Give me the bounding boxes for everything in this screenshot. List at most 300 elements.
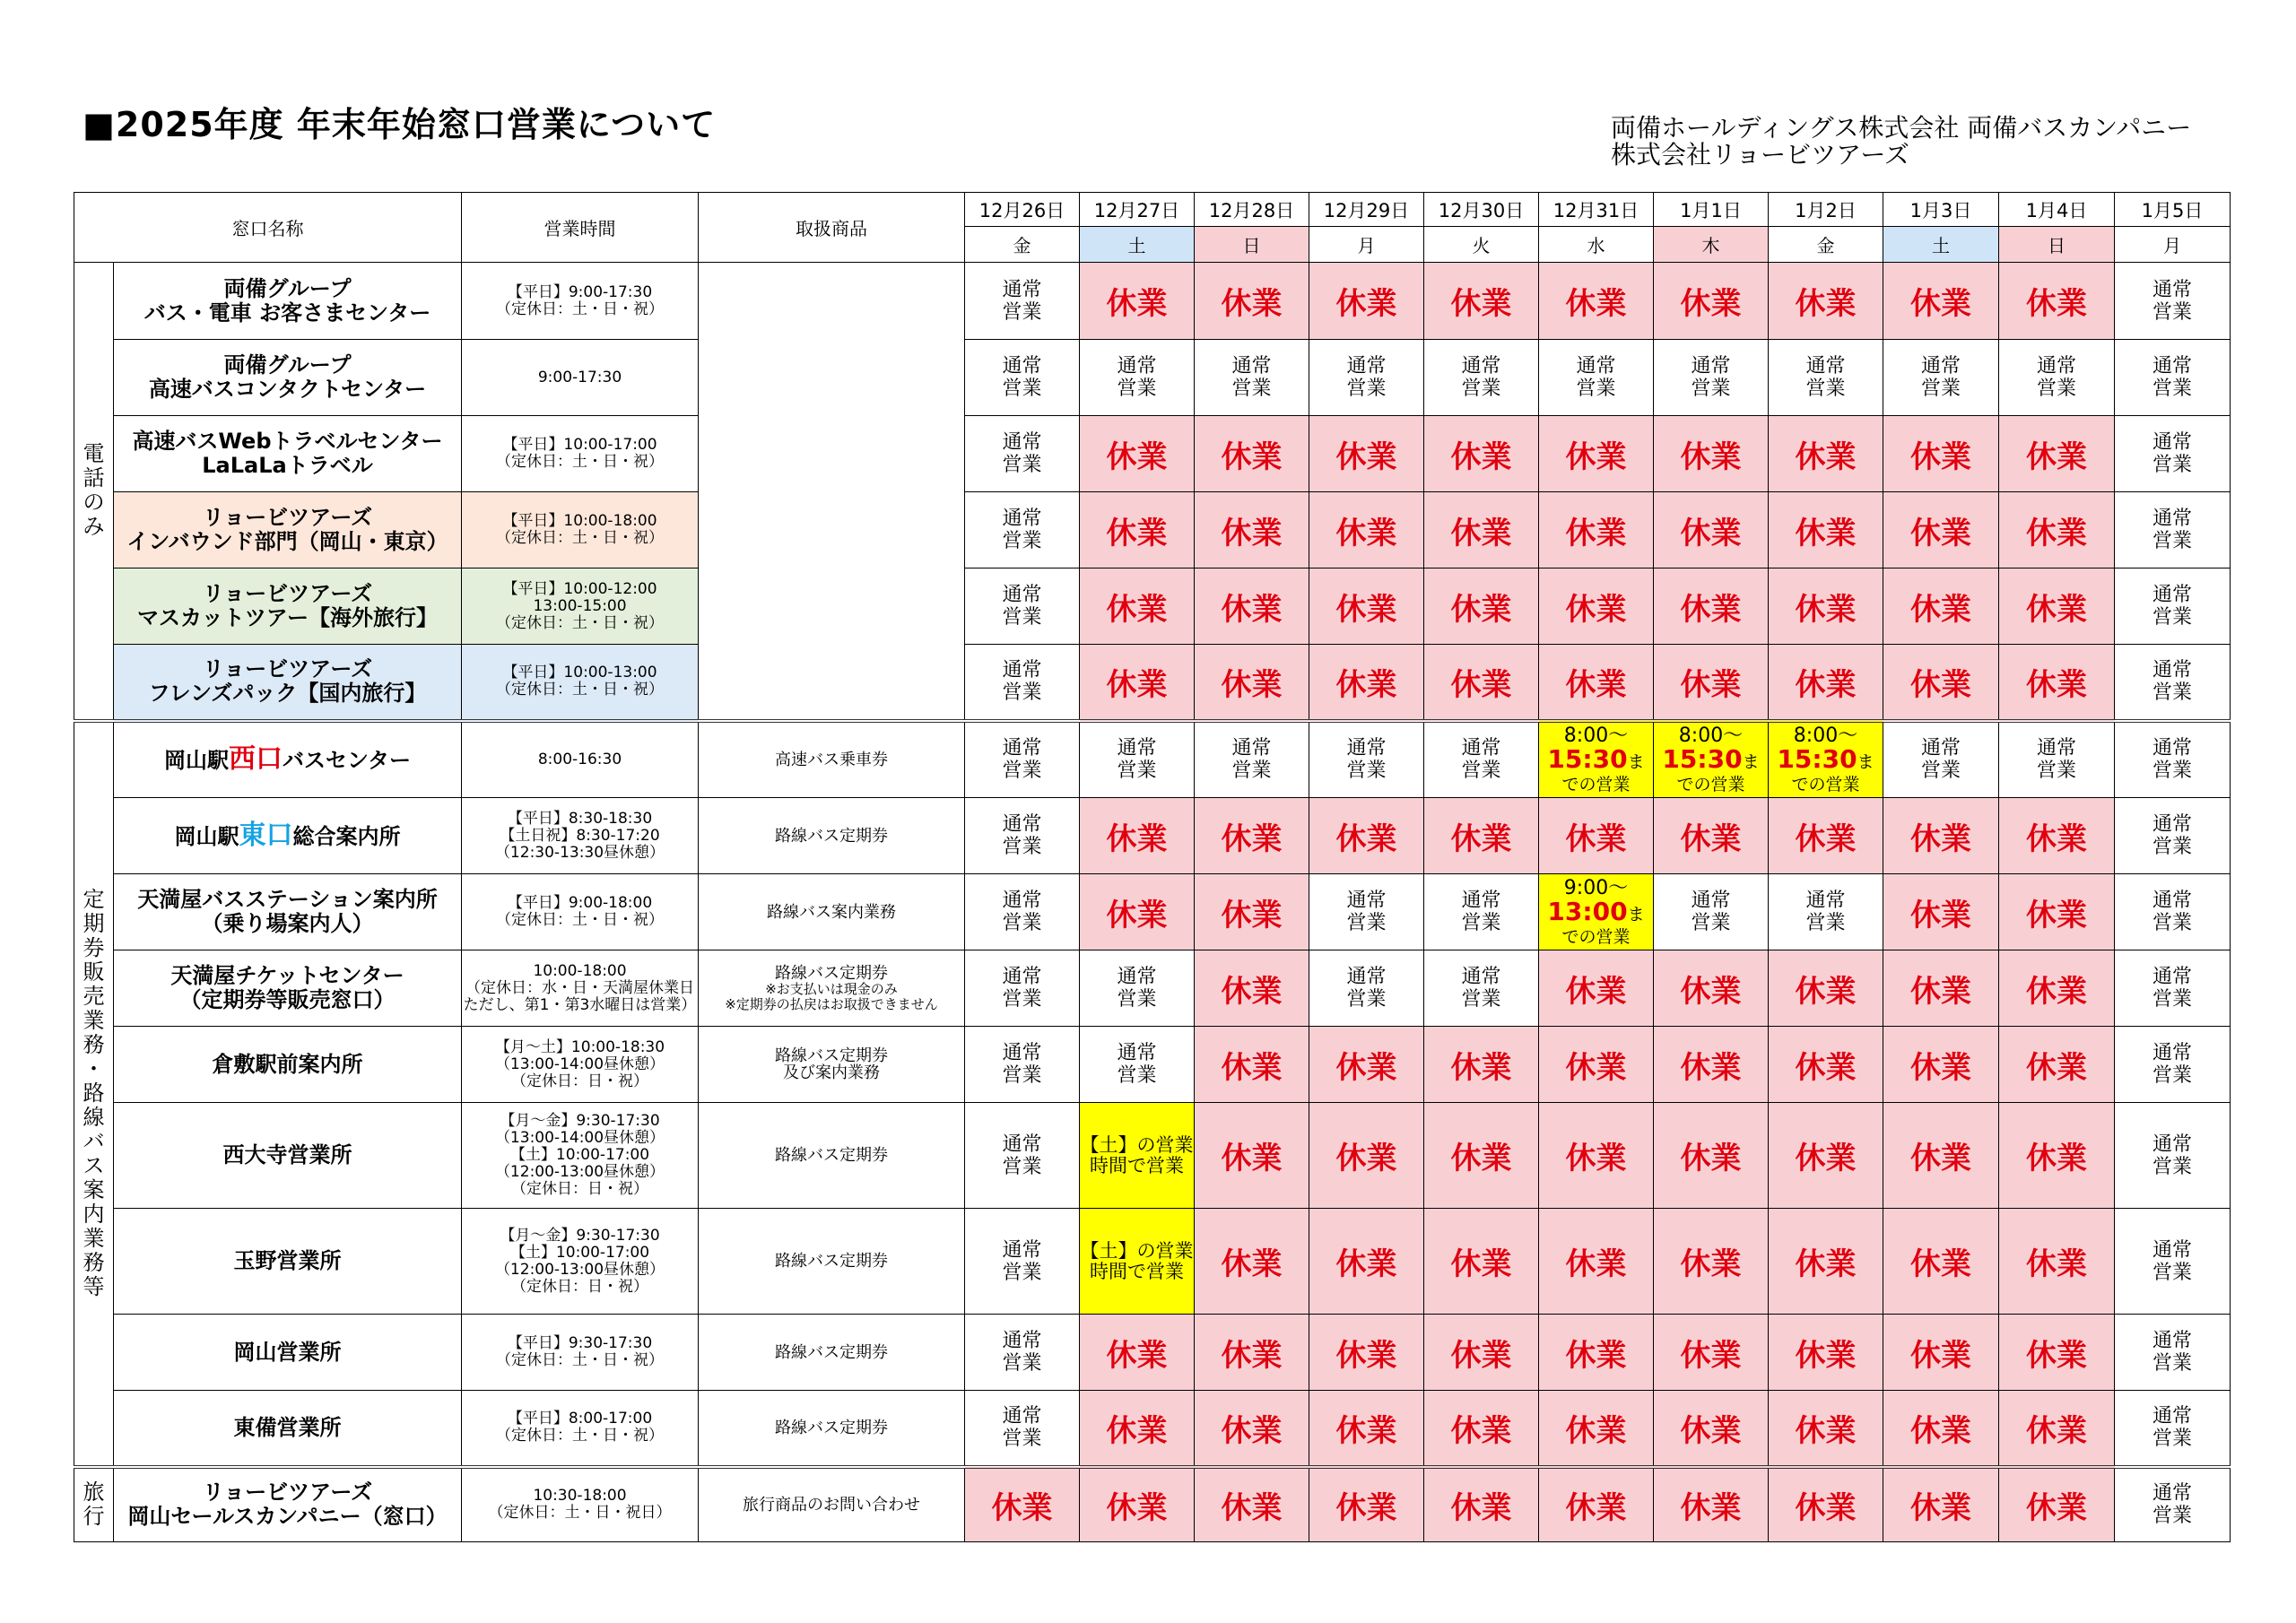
open-cell bbox=[965, 874, 1080, 950]
closed-cell: 休業 bbox=[1999, 568, 2115, 645]
open-cell bbox=[1195, 340, 1309, 416]
text-line: 路線バス案内業務 bbox=[767, 902, 896, 922]
business-hours bbox=[462, 568, 699, 645]
text-line: 話 bbox=[83, 465, 105, 491]
text-line: 8:00～ bbox=[1678, 724, 1744, 747]
table-row bbox=[74, 721, 2231, 798]
text-line: 営業 bbox=[2152, 530, 2192, 552]
closed-cell: 休業 bbox=[1309, 1315, 1424, 1391]
business-hours bbox=[462, 721, 699, 798]
text-line: 通常 bbox=[1002, 355, 1042, 378]
closed-cell: 休業 bbox=[1080, 798, 1195, 874]
open-cell bbox=[1309, 340, 1424, 416]
text-line: 倉敷駅前案内所 bbox=[212, 1051, 363, 1077]
closed-cell: 休業 bbox=[1769, 1027, 1883, 1103]
text-line: 通常 bbox=[1002, 431, 1042, 454]
closed-cell: 休業 bbox=[1080, 645, 1195, 721]
text-line: 営業 bbox=[1461, 988, 1501, 1011]
table-row bbox=[74, 1103, 2231, 1209]
closed-cell: 休業 bbox=[1999, 263, 2115, 340]
text-line: 通常 bbox=[1117, 737, 1157, 760]
office-name bbox=[114, 1103, 462, 1209]
saturday-hours-cell bbox=[1080, 1209, 1195, 1315]
text-line: 通常 bbox=[1691, 355, 1731, 378]
text-line: 両備グループ bbox=[223, 275, 352, 301]
closed-cell: 休業 bbox=[1999, 874, 2115, 950]
text-line: 【月～金】9:30-17:30 bbox=[500, 1112, 660, 1130]
closed-cell: 休業 bbox=[1195, 645, 1309, 721]
text-line: 営業 bbox=[1002, 1352, 1042, 1375]
closed-cell: 休業 bbox=[1309, 1391, 1424, 1467]
office-name bbox=[114, 645, 462, 721]
text-line: 岡山セールスカンパニー（窓口） bbox=[127, 1504, 448, 1530]
text-line: （定休日：日・祝） bbox=[511, 1180, 648, 1198]
text-line: （12:00-13:00昼休憩） bbox=[494, 1260, 665, 1279]
text-part: 総合案内所 bbox=[292, 823, 401, 849]
text-part: 岡山駅 bbox=[174, 823, 239, 849]
text-part: バスセンター bbox=[282, 747, 412, 773]
text-line: 営業 bbox=[1346, 378, 1387, 400]
text-line: リョービツアーズ bbox=[202, 581, 373, 606]
text-line: 通常 bbox=[2152, 737, 2192, 760]
text-line: 通常 bbox=[2152, 1405, 2192, 1428]
text-line: 路線バス定期券 bbox=[775, 963, 888, 983]
text-line: 営業 bbox=[1002, 378, 1042, 400]
text-line: 東備営業所 bbox=[233, 1414, 342, 1440]
open-cell bbox=[965, 798, 1080, 874]
closed-cell: 休業 bbox=[1195, 1467, 1309, 1542]
business-hours bbox=[462, 340, 699, 416]
closed-cell: 休業 bbox=[1883, 798, 1999, 874]
text-line: 通常 bbox=[1117, 355, 1157, 378]
open-cell bbox=[965, 950, 1080, 1027]
closed-cell: 休業 bbox=[1883, 950, 1999, 1027]
text-line: リョービツアーズ bbox=[202, 656, 373, 682]
closed-cell: 休業 bbox=[1654, 1315, 1769, 1391]
text-line: 13:00 bbox=[1547, 896, 1628, 926]
closed-cell: 休業 bbox=[1769, 798, 1883, 874]
text-line: 両備グループ bbox=[223, 352, 352, 378]
closed-cell: 休業 bbox=[1195, 874, 1309, 950]
products bbox=[699, 950, 965, 1027]
business-hours bbox=[462, 874, 699, 950]
text-line: （13:00-14:00昼休憩） bbox=[494, 1055, 665, 1073]
closed-cell: 休業 bbox=[1769, 492, 1883, 568]
products bbox=[699, 1027, 965, 1103]
closed-cell: 休業 bbox=[1309, 263, 1424, 340]
section-label bbox=[74, 263, 114, 721]
text-line: 内 bbox=[83, 1202, 105, 1227]
text-line: 通常 bbox=[1691, 890, 1731, 912]
text-line: 通常 bbox=[2152, 966, 2192, 988]
text-line: 営業 bbox=[1461, 912, 1501, 934]
open-cell bbox=[2115, 492, 2231, 568]
business-hours bbox=[462, 1391, 699, 1467]
closed-cell: 休業 bbox=[1424, 492, 1539, 568]
text-line: 通常 bbox=[1002, 1133, 1042, 1156]
text-line: 旅 bbox=[83, 1480, 105, 1506]
weekday-header: 日 bbox=[1195, 227, 1309, 263]
text-line: 営業 bbox=[1002, 1261, 1042, 1284]
text-line: 通常 bbox=[1346, 737, 1387, 760]
text-line: 営業 bbox=[2152, 378, 2192, 400]
text-line: 通常 bbox=[2152, 584, 2192, 606]
text-line: 電 bbox=[83, 441, 105, 467]
office-name bbox=[114, 1391, 462, 1467]
text-line: 通常 bbox=[1002, 1330, 1042, 1352]
text-line: 営業 bbox=[1805, 378, 1846, 400]
text-line: インバウンド部門（岡山・東京） bbox=[126, 529, 448, 554]
closed-cell: 休業 bbox=[1883, 1467, 1999, 1542]
text-line: 期 bbox=[83, 911, 105, 936]
text-line: フレンズパック【国内旅行】 bbox=[148, 681, 427, 707]
text-line: 通常 bbox=[1346, 355, 1387, 378]
text-line: 高速バスWebトラベルセンター bbox=[132, 429, 443, 454]
text-line: 通常 bbox=[2152, 813, 2192, 836]
text-line: 営業 bbox=[2152, 1261, 2192, 1284]
open-cell bbox=[1769, 874, 1883, 950]
open-cell bbox=[1424, 874, 1539, 950]
products bbox=[699, 874, 965, 950]
text-line: 営業時間 bbox=[1090, 1133, 1194, 1176]
text-line: 通常 bbox=[2152, 890, 2192, 912]
station-exit-label: 西口 bbox=[228, 742, 283, 775]
closed-cell: 休業 bbox=[1654, 1027, 1769, 1103]
text-line: 9:00～ bbox=[1563, 876, 1629, 899]
business-hours bbox=[462, 492, 699, 568]
shortened-hours-cell bbox=[1539, 721, 1654, 798]
weekday-header: 水 bbox=[1539, 227, 1654, 263]
open-cell bbox=[1309, 950, 1424, 1027]
text-line: 10:30-18:00 bbox=[533, 1487, 627, 1506]
closed-cell: 休業 bbox=[1309, 1027, 1424, 1103]
text-line: 営業 bbox=[1691, 378, 1731, 400]
text-line: 8:00～ bbox=[1793, 724, 1858, 747]
closed-cell: 休業 bbox=[1654, 1467, 1769, 1542]
closed-cell: 休業 bbox=[1309, 1467, 1424, 1542]
closed-cell: 休業 bbox=[1080, 1391, 1195, 1467]
text-line: で営業 bbox=[1127, 1154, 1184, 1176]
text-line: 通常 bbox=[1920, 355, 1961, 378]
products bbox=[699, 1467, 965, 1542]
header-name: 窓口名称 bbox=[74, 193, 462, 263]
text-line: （定休日：土・日・祝） bbox=[496, 1351, 664, 1369]
closed-cell: 休業 bbox=[1769, 645, 1883, 721]
closed-cell: 休業 bbox=[1539, 263, 1654, 340]
open-cell bbox=[2115, 416, 2231, 492]
closed-cell: 休業 bbox=[1309, 1103, 1424, 1209]
closed-cell: 休業 bbox=[1539, 1467, 1654, 1542]
open-cell bbox=[965, 416, 1080, 492]
company-line: 両備ホールディングス株式会社 両備バスカンパニー bbox=[1611, 113, 2192, 143]
text-line: 営業 bbox=[1231, 378, 1272, 400]
text-line: 通常 bbox=[2152, 1042, 2192, 1064]
open-cell bbox=[2115, 1103, 2231, 1209]
text-line: 通常 bbox=[1576, 355, 1616, 378]
text-line: 路線バス定期券 bbox=[775, 1146, 888, 1165]
open-cell bbox=[1309, 721, 1424, 798]
text-line: 案 bbox=[83, 1177, 105, 1202]
open-cell bbox=[2115, 798, 2231, 874]
text-line: 通常 bbox=[1117, 1042, 1157, 1064]
text-line: 営業 bbox=[1002, 912, 1042, 934]
text-line: までの営業 bbox=[1561, 751, 1645, 794]
products bbox=[699, 263, 965, 721]
text-line: （定休日：土・日・祝） bbox=[496, 299, 664, 318]
open-cell bbox=[2115, 1391, 2231, 1467]
text-line: 路線バス定期券 bbox=[775, 1418, 888, 1437]
open-cell bbox=[965, 263, 1080, 340]
closed-cell: 休業 bbox=[1654, 416, 1769, 492]
weekday-header: 金 bbox=[965, 227, 1080, 263]
business-hours bbox=[462, 1315, 699, 1391]
closed-cell: 休業 bbox=[1195, 1209, 1309, 1315]
text-line: 営業 bbox=[2152, 606, 2192, 629]
text-line: 営業 bbox=[2152, 454, 2192, 476]
closed-cell: 休業 bbox=[1769, 416, 1883, 492]
text-line: ※定期券の払戻はお取扱できません bbox=[725, 995, 938, 1012]
text-line: 8:00-16:30 bbox=[537, 750, 622, 768]
header-products: 取扱商品 bbox=[699, 193, 965, 263]
text-line: までの営業 bbox=[1561, 904, 1645, 947]
closed-cell: 休業 bbox=[1080, 874, 1195, 950]
open-cell bbox=[1539, 340, 1654, 416]
text-line: 通常 bbox=[1805, 355, 1846, 378]
text-line: （定休日：土・日・祝） bbox=[496, 453, 664, 471]
open-cell bbox=[1080, 721, 1195, 798]
table-row bbox=[74, 1467, 2231, 1542]
section-label bbox=[74, 721, 114, 1467]
open-cell bbox=[1654, 874, 1769, 950]
office-name bbox=[114, 874, 462, 950]
text-line: 【土】の bbox=[1080, 1133, 1156, 1156]
open-cell bbox=[2115, 340, 2231, 416]
closed-cell: 休業 bbox=[1539, 1103, 1654, 1209]
text-line: 15:30 bbox=[1777, 743, 1857, 774]
open-cell bbox=[1999, 340, 2115, 416]
table-row bbox=[74, 492, 2231, 568]
closed-cell: 休業 bbox=[1883, 568, 1999, 645]
closed-cell: 休業 bbox=[1999, 492, 2115, 568]
text-line: 通常 bbox=[2152, 1133, 2192, 1156]
text-line: 天満屋バスステーション案内所 bbox=[137, 887, 438, 912]
text-line: ス bbox=[83, 1153, 105, 1178]
closed-cell: 休業 bbox=[1654, 1209, 1769, 1315]
text-line: 営業 bbox=[1117, 378, 1157, 400]
text-line: 通常 bbox=[1002, 1238, 1042, 1262]
text-line: 通常 bbox=[2152, 1238, 2192, 1262]
office-name bbox=[114, 798, 462, 874]
text-line: 通常 bbox=[1461, 737, 1501, 760]
closed-cell: 休業 bbox=[1999, 1103, 2115, 1209]
closed-cell: 休業 bbox=[1195, 950, 1309, 1027]
closed-cell: 休業 bbox=[1424, 1315, 1539, 1391]
closed-cell: 休業 bbox=[1999, 1209, 2115, 1315]
text-line: までの営業 bbox=[1676, 751, 1760, 794]
closed-cell: 休業 bbox=[1539, 798, 1654, 874]
text-line: 【平日】10:00-18:00 bbox=[502, 512, 657, 530]
header-hours: 営業時間 bbox=[462, 193, 699, 263]
text-line: 10:00-18:00 bbox=[533, 961, 627, 980]
text-line: 高速バスコンタクトセンター bbox=[148, 377, 427, 402]
text-line: 【平日】10:00-17:00 bbox=[502, 436, 657, 454]
text-line: （定休日：土・日・祝日） bbox=[488, 1504, 672, 1523]
text-line: 営業 bbox=[2152, 912, 2192, 934]
products bbox=[699, 721, 965, 798]
text-line: 路 bbox=[83, 1081, 105, 1106]
text-line: 券 bbox=[83, 935, 105, 960]
text-line: 通常 bbox=[2036, 737, 2076, 760]
text-line: 行 bbox=[83, 1504, 105, 1530]
closed-cell: 休業 bbox=[1769, 1315, 1883, 1391]
weekday-header: 火 bbox=[1424, 227, 1539, 263]
office-name bbox=[114, 492, 462, 568]
closed-cell: 休業 bbox=[1424, 568, 1539, 645]
text-line: 通常 bbox=[1002, 737, 1042, 760]
closed-cell: 休業 bbox=[1883, 645, 1999, 721]
text-line: 業 bbox=[83, 1226, 105, 1251]
open-cell bbox=[2115, 721, 2231, 798]
closed-cell: 休業 bbox=[1769, 568, 1883, 645]
table-row bbox=[74, 874, 2231, 950]
shortened-hours-cell bbox=[1654, 721, 1769, 798]
open-cell bbox=[1883, 340, 1999, 416]
closed-cell: 休業 bbox=[1195, 568, 1309, 645]
text-line: （定休日：土・日・祝） bbox=[496, 1427, 664, 1445]
table-row bbox=[74, 950, 2231, 1027]
text-line: 【土】10:00-17:00 bbox=[509, 1243, 650, 1262]
text-line: 販 bbox=[83, 959, 105, 985]
closed-cell: 休業 bbox=[1080, 1467, 1195, 1542]
table-row bbox=[74, 340, 2231, 416]
table-row bbox=[74, 1027, 2231, 1103]
date-header: 12月28日 bbox=[1195, 193, 1309, 227]
text-line: 営業 bbox=[2152, 1155, 2192, 1178]
text-line: 通常 bbox=[1002, 966, 1042, 988]
text-line: （定休日：土・日・祝） bbox=[496, 613, 664, 632]
text-line: 線 bbox=[83, 1105, 105, 1130]
text-line: 営業 bbox=[1002, 454, 1042, 476]
office-name bbox=[114, 1315, 462, 1391]
closed-cell: 休業 bbox=[1080, 568, 1195, 645]
text-line: 通常 bbox=[2152, 508, 2192, 530]
products bbox=[699, 1315, 965, 1391]
text-line: 9:00-17:30 bbox=[537, 368, 622, 386]
text-line: 営業 bbox=[2152, 1352, 2192, 1375]
weekday-header: 金 bbox=[1769, 227, 1883, 263]
text-line: 【平日】10:00-13:00 bbox=[502, 664, 657, 682]
closed-cell: 休業 bbox=[1195, 416, 1309, 492]
products bbox=[699, 1391, 965, 1467]
text-line: 通常 bbox=[2152, 431, 2192, 454]
text-line: 【平日】8:00-17:00 bbox=[507, 1410, 653, 1428]
text-line: 【土日祝】8:30-17:20 bbox=[500, 826, 660, 845]
open-cell bbox=[2115, 950, 2231, 1027]
text-line: 営業 bbox=[1805, 912, 1846, 934]
text-line: 通常 bbox=[1002, 1405, 1042, 1428]
text-line: 天満屋チケットセンター bbox=[170, 963, 404, 988]
closed-cell: 休業 bbox=[1883, 1209, 1999, 1315]
office-name bbox=[114, 721, 462, 798]
text-line: 営業 bbox=[2152, 836, 2192, 858]
table-row bbox=[74, 263, 2231, 340]
table-row bbox=[74, 1209, 2231, 1315]
closed-cell: 休業 bbox=[1309, 1209, 1424, 1315]
text-line: 8:00～ bbox=[1563, 724, 1629, 747]
text-line: 営業 bbox=[1920, 759, 1961, 783]
text-line: 営業 bbox=[1920, 378, 1961, 400]
text-line: 通常 bbox=[1002, 508, 1042, 530]
text-line: 営業時間 bbox=[1090, 1239, 1194, 1282]
open-cell bbox=[965, 721, 1080, 798]
open-cell bbox=[2115, 1027, 2231, 1103]
closed-cell: 休業 bbox=[1195, 798, 1309, 874]
text-line: 営業 bbox=[2152, 681, 2192, 705]
text-line: 営業 bbox=[1002, 681, 1042, 705]
text-line: 通常 bbox=[2036, 355, 2076, 378]
text-line: リョービツアーズ bbox=[202, 505, 373, 530]
closed-cell: 休業 bbox=[1654, 1391, 1769, 1467]
text-line: 路線バス定期券 bbox=[775, 1342, 888, 1362]
closed-cell: 休業 bbox=[1999, 416, 2115, 492]
closed-cell: 休業 bbox=[1999, 645, 2115, 721]
text-line: 高速バス乗車券 bbox=[775, 750, 888, 769]
open-cell bbox=[1309, 874, 1424, 950]
closed-cell: 休業 bbox=[1309, 416, 1424, 492]
text-line: （乗り場案内人） bbox=[201, 911, 374, 936]
closed-cell: 休業 bbox=[1424, 645, 1539, 721]
page-title: ■2025年度 年末年始窓口営業について bbox=[83, 105, 717, 144]
company-line: 株式会社リョービツアーズ bbox=[1611, 140, 1909, 169]
weekday-header: 土 bbox=[1080, 227, 1195, 263]
text-line: （定休日：土・日・祝） bbox=[496, 911, 664, 929]
date-header: 1月1日 bbox=[1654, 193, 1769, 227]
weekday-header: 土 bbox=[1883, 227, 1999, 263]
text-line: 【平日】8:30-18:30 bbox=[507, 809, 653, 828]
text-line: 営業 bbox=[2152, 300, 2192, 324]
office-name bbox=[114, 568, 462, 645]
schedule-table bbox=[74, 192, 2231, 1542]
table-row bbox=[74, 645, 2231, 721]
closed-cell: 休業 bbox=[1654, 950, 1769, 1027]
closed-cell: 休業 bbox=[1080, 263, 1195, 340]
date-header: 12月27日 bbox=[1080, 193, 1195, 227]
text-line: 通常 bbox=[1002, 1042, 1042, 1064]
closed-cell: 休業 bbox=[1080, 1315, 1195, 1391]
text-line: 通常 bbox=[2152, 1482, 2192, 1506]
closed-cell: 休業 bbox=[1769, 1209, 1883, 1315]
text-line: （定休日：日・祝） bbox=[511, 1072, 648, 1090]
text-line: 通常 bbox=[1002, 659, 1042, 682]
text-line: 営業 bbox=[1002, 300, 1042, 324]
text-line: 営業 bbox=[1346, 988, 1387, 1011]
text-line: 通常 bbox=[2152, 1330, 2192, 1352]
text-line: ただし、第1・第3水曜日は営業） bbox=[463, 995, 697, 1014]
closed-cell: 休業 bbox=[1539, 492, 1654, 568]
text-line: 務 bbox=[83, 1250, 105, 1275]
open-cell bbox=[1424, 950, 1539, 1027]
closed-cell: 休業 bbox=[1654, 798, 1769, 874]
business-hours bbox=[462, 1209, 699, 1315]
products bbox=[699, 1103, 965, 1209]
open-cell bbox=[1080, 340, 1195, 416]
closed-cell: 休業 bbox=[1999, 950, 2115, 1027]
text-line: 等 bbox=[83, 1274, 105, 1299]
text-line: 営業 bbox=[1002, 988, 1042, 1011]
text-line: 通常 bbox=[1231, 737, 1272, 760]
table-row bbox=[74, 416, 2231, 492]
closed-cell: 休業 bbox=[1309, 645, 1424, 721]
